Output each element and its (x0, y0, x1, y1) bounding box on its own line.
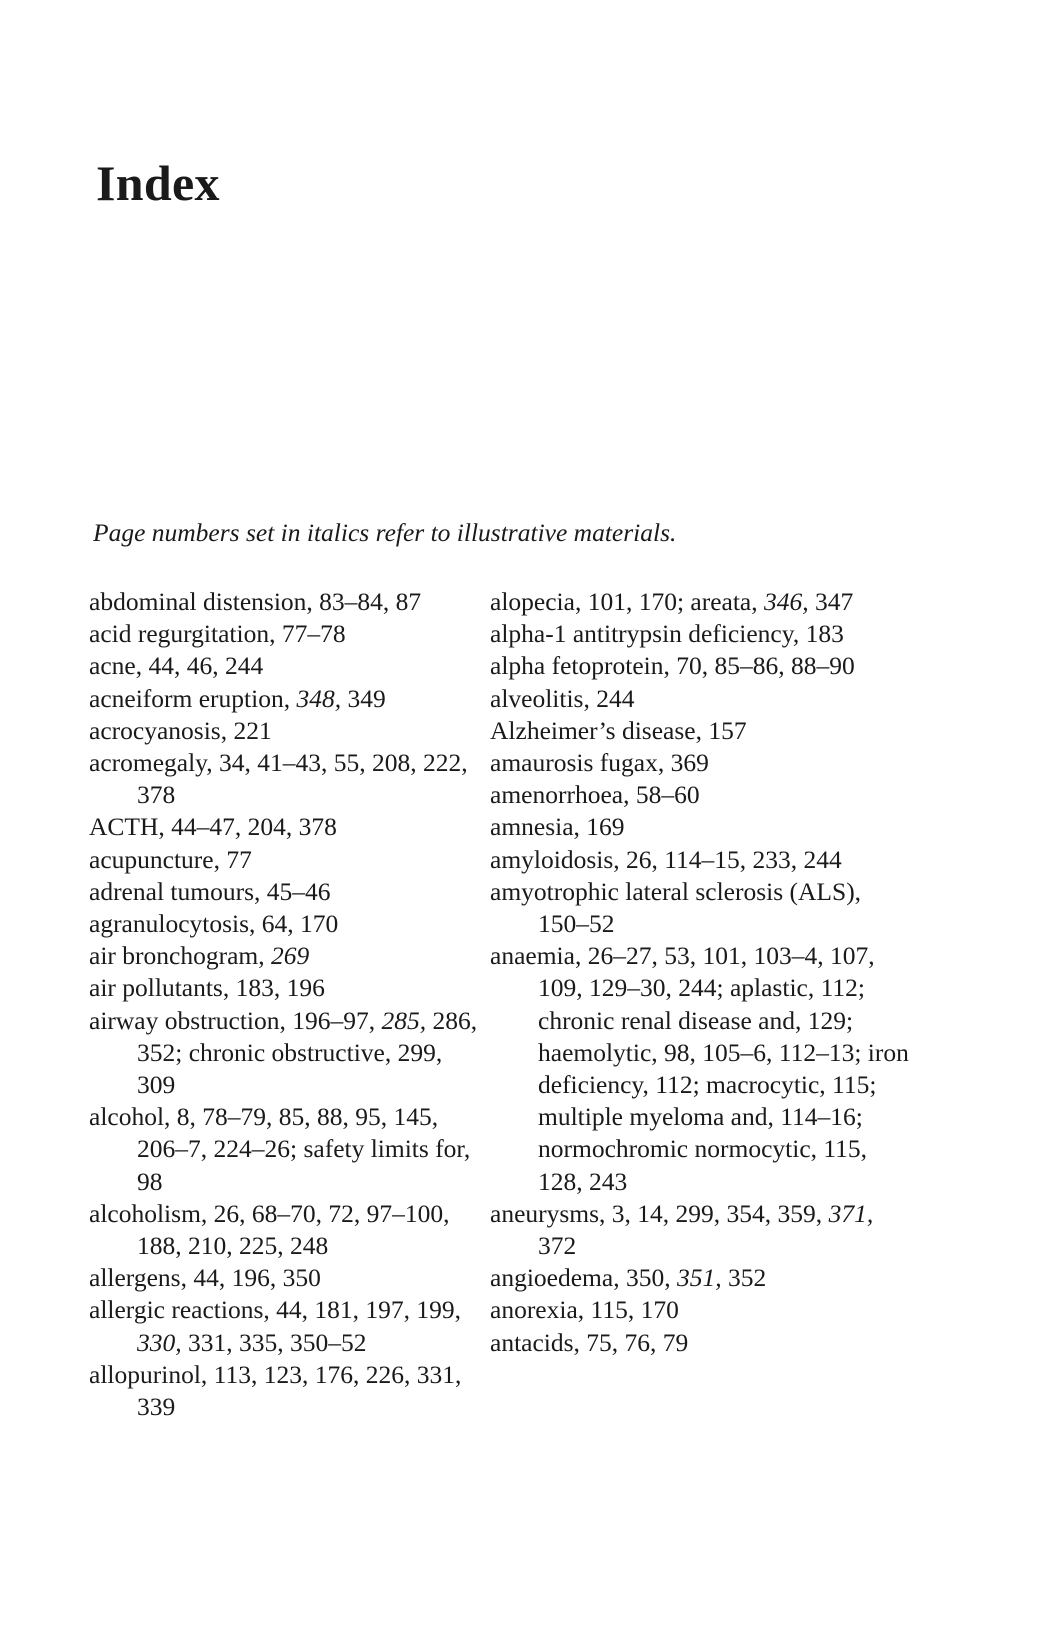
entry-text: alpha-1 antitrypsin deficiency, 183 (490, 619, 844, 649)
index-entry (490, 779, 910, 811)
entry-text: airway obstruction, 196–97, (89, 1005, 382, 1035)
entry-text: anorexia, 115, 170 (490, 1295, 679, 1325)
index-entry (89, 683, 479, 715)
entry-text: 349 (341, 683, 386, 713)
entry-text: air bronchogram, (89, 941, 271, 971)
italic-page-ref: 371, (828, 1198, 874, 1228)
index-entry (89, 715, 479, 747)
index-column-left (89, 586, 479, 1423)
index-entry (490, 650, 910, 682)
entry-text: amaurosis fugax, 369 (490, 748, 709, 778)
entry-text: antacids, 75, 76, 79 (490, 1327, 689, 1357)
entry-text: alcohol, 8, 78–79, 85, 88, 95, 145, 206–7, 224–26; safety limits for, 98 (89, 1102, 471, 1196)
entry-text: ACTH, 44–47, 204, 378 (89, 812, 337, 842)
entry-text: 331, 335, 350–52 (181, 1327, 367, 1357)
index-entry (490, 1294, 910, 1326)
index-entry (89, 618, 479, 650)
index-entry (490, 876, 910, 940)
index-entry (490, 940, 910, 1198)
italic-page-ref: 269 (270, 941, 310, 971)
index-entry (89, 1101, 479, 1198)
index-entry (89, 908, 479, 940)
entry-text: Alzheimer’s disease, 157 (490, 715, 747, 745)
entry-text: amyloidosis, 26, 114–15, 233, 244 (490, 844, 842, 874)
index-entry (89, 1262, 479, 1294)
entry-text: acrocyanosis, 221 (89, 715, 272, 745)
entry-text: allopurinol, 113, 123, 176, 226, 331, 339 (89, 1359, 462, 1422)
entry-text: angioedema, 350, (490, 1263, 677, 1293)
italic-page-ref: 285, (381, 1005, 427, 1035)
italic-page-ref: 346, (764, 587, 809, 616)
entry-text: anaemia, 26–27, 53, 101, 103–4, 107, 109, 129–30, 244; aplastic, 112; chronic renal disease and, 129; haemolytic, 98, 105–6, 112–13; iron deficiency, 112; macrocytic, 115; multiple myeloma and, 114–16; normochromic normocytic, 115, 128, 243 (490, 941, 909, 1196)
entry-text: 347 (808, 587, 854, 616)
index-entry (89, 811, 479, 843)
index-entry (490, 683, 910, 715)
entry-text: 352 (721, 1263, 767, 1293)
index-entry (89, 586, 479, 618)
entry-text: acupuncture, 77 (89, 844, 252, 874)
index-entry (490, 1327, 910, 1359)
index-entry (490, 1198, 910, 1262)
entry-text: alpha fetoprotein, 70, 85–86, 88–90 (490, 651, 855, 681)
entry-text: adrenal tumours, 45–46 (89, 876, 331, 906)
index-entry (490, 618, 910, 650)
index-entry (490, 586, 910, 618)
index-entry (490, 844, 910, 876)
entry-text: amnesia, 169 (490, 812, 625, 842)
entry-text: 372 (538, 1231, 577, 1261)
entry-text: 286, 352; chronic obstructive, 299, 309 (137, 1005, 478, 1100)
italic-page-ref: 348, (296, 683, 342, 713)
index-entry (89, 650, 479, 682)
index-entry (490, 1262, 910, 1294)
index-column-right (490, 586, 910, 1359)
index-entry (89, 940, 479, 972)
entry-text: allergic reactions, 44, 181, 197, 199, (89, 1295, 462, 1325)
entry-text: amenorrhoea, 58–60 (490, 780, 700, 810)
entry-text: abdominal distension, 83–84, 87 (89, 587, 422, 616)
index-entry (89, 844, 479, 876)
index-entry (490, 811, 910, 843)
entry-text: alveolitis, 244 (490, 683, 635, 713)
italics-note: Page numbers set in italics refer to illustrative materials. (93, 518, 677, 547)
entry-text: acneiform eruption, (89, 683, 297, 713)
index-entry (89, 972, 479, 1004)
entry-text: acid regurgitation, 77–78 (89, 619, 346, 649)
entry-text: aneurysms, 3, 14, 299, 354, 359, (490, 1198, 829, 1228)
entry-text: amyotrophic lateral sclerosis (ALS), 150–52 (490, 876, 862, 939)
italic-page-ref: 351, (676, 1263, 722, 1293)
index-entry (89, 1005, 479, 1102)
index-entry (490, 715, 910, 747)
page-title: Index (96, 155, 220, 211)
entry-text: agranulocytosis, 64, 170 (89, 909, 339, 939)
entry-text: alopecia, 101, 170; areata, (490, 587, 765, 616)
entry-text: acne, 44, 46, 244 (89, 651, 264, 681)
index-entry (89, 876, 479, 908)
entry-text: air pollutants, 183, 196 (89, 973, 325, 1003)
entry-text: allergens, 44, 196, 350 (89, 1263, 321, 1293)
entry-text: acromegaly, 34, 41–43, 55, 208, 222, 378 (89, 748, 468, 810)
index-entry (89, 1198, 479, 1262)
entry-text: alcoholism, 26, 68–70, 72, 97–100, 188, 210, 225, 248 (89, 1198, 450, 1261)
index-entry (89, 1294, 479, 1358)
index-entry (89, 1359, 479, 1423)
index-entry (89, 747, 479, 811)
italic-page-ref: 330, (137, 1327, 182, 1357)
index-entry (490, 747, 910, 779)
